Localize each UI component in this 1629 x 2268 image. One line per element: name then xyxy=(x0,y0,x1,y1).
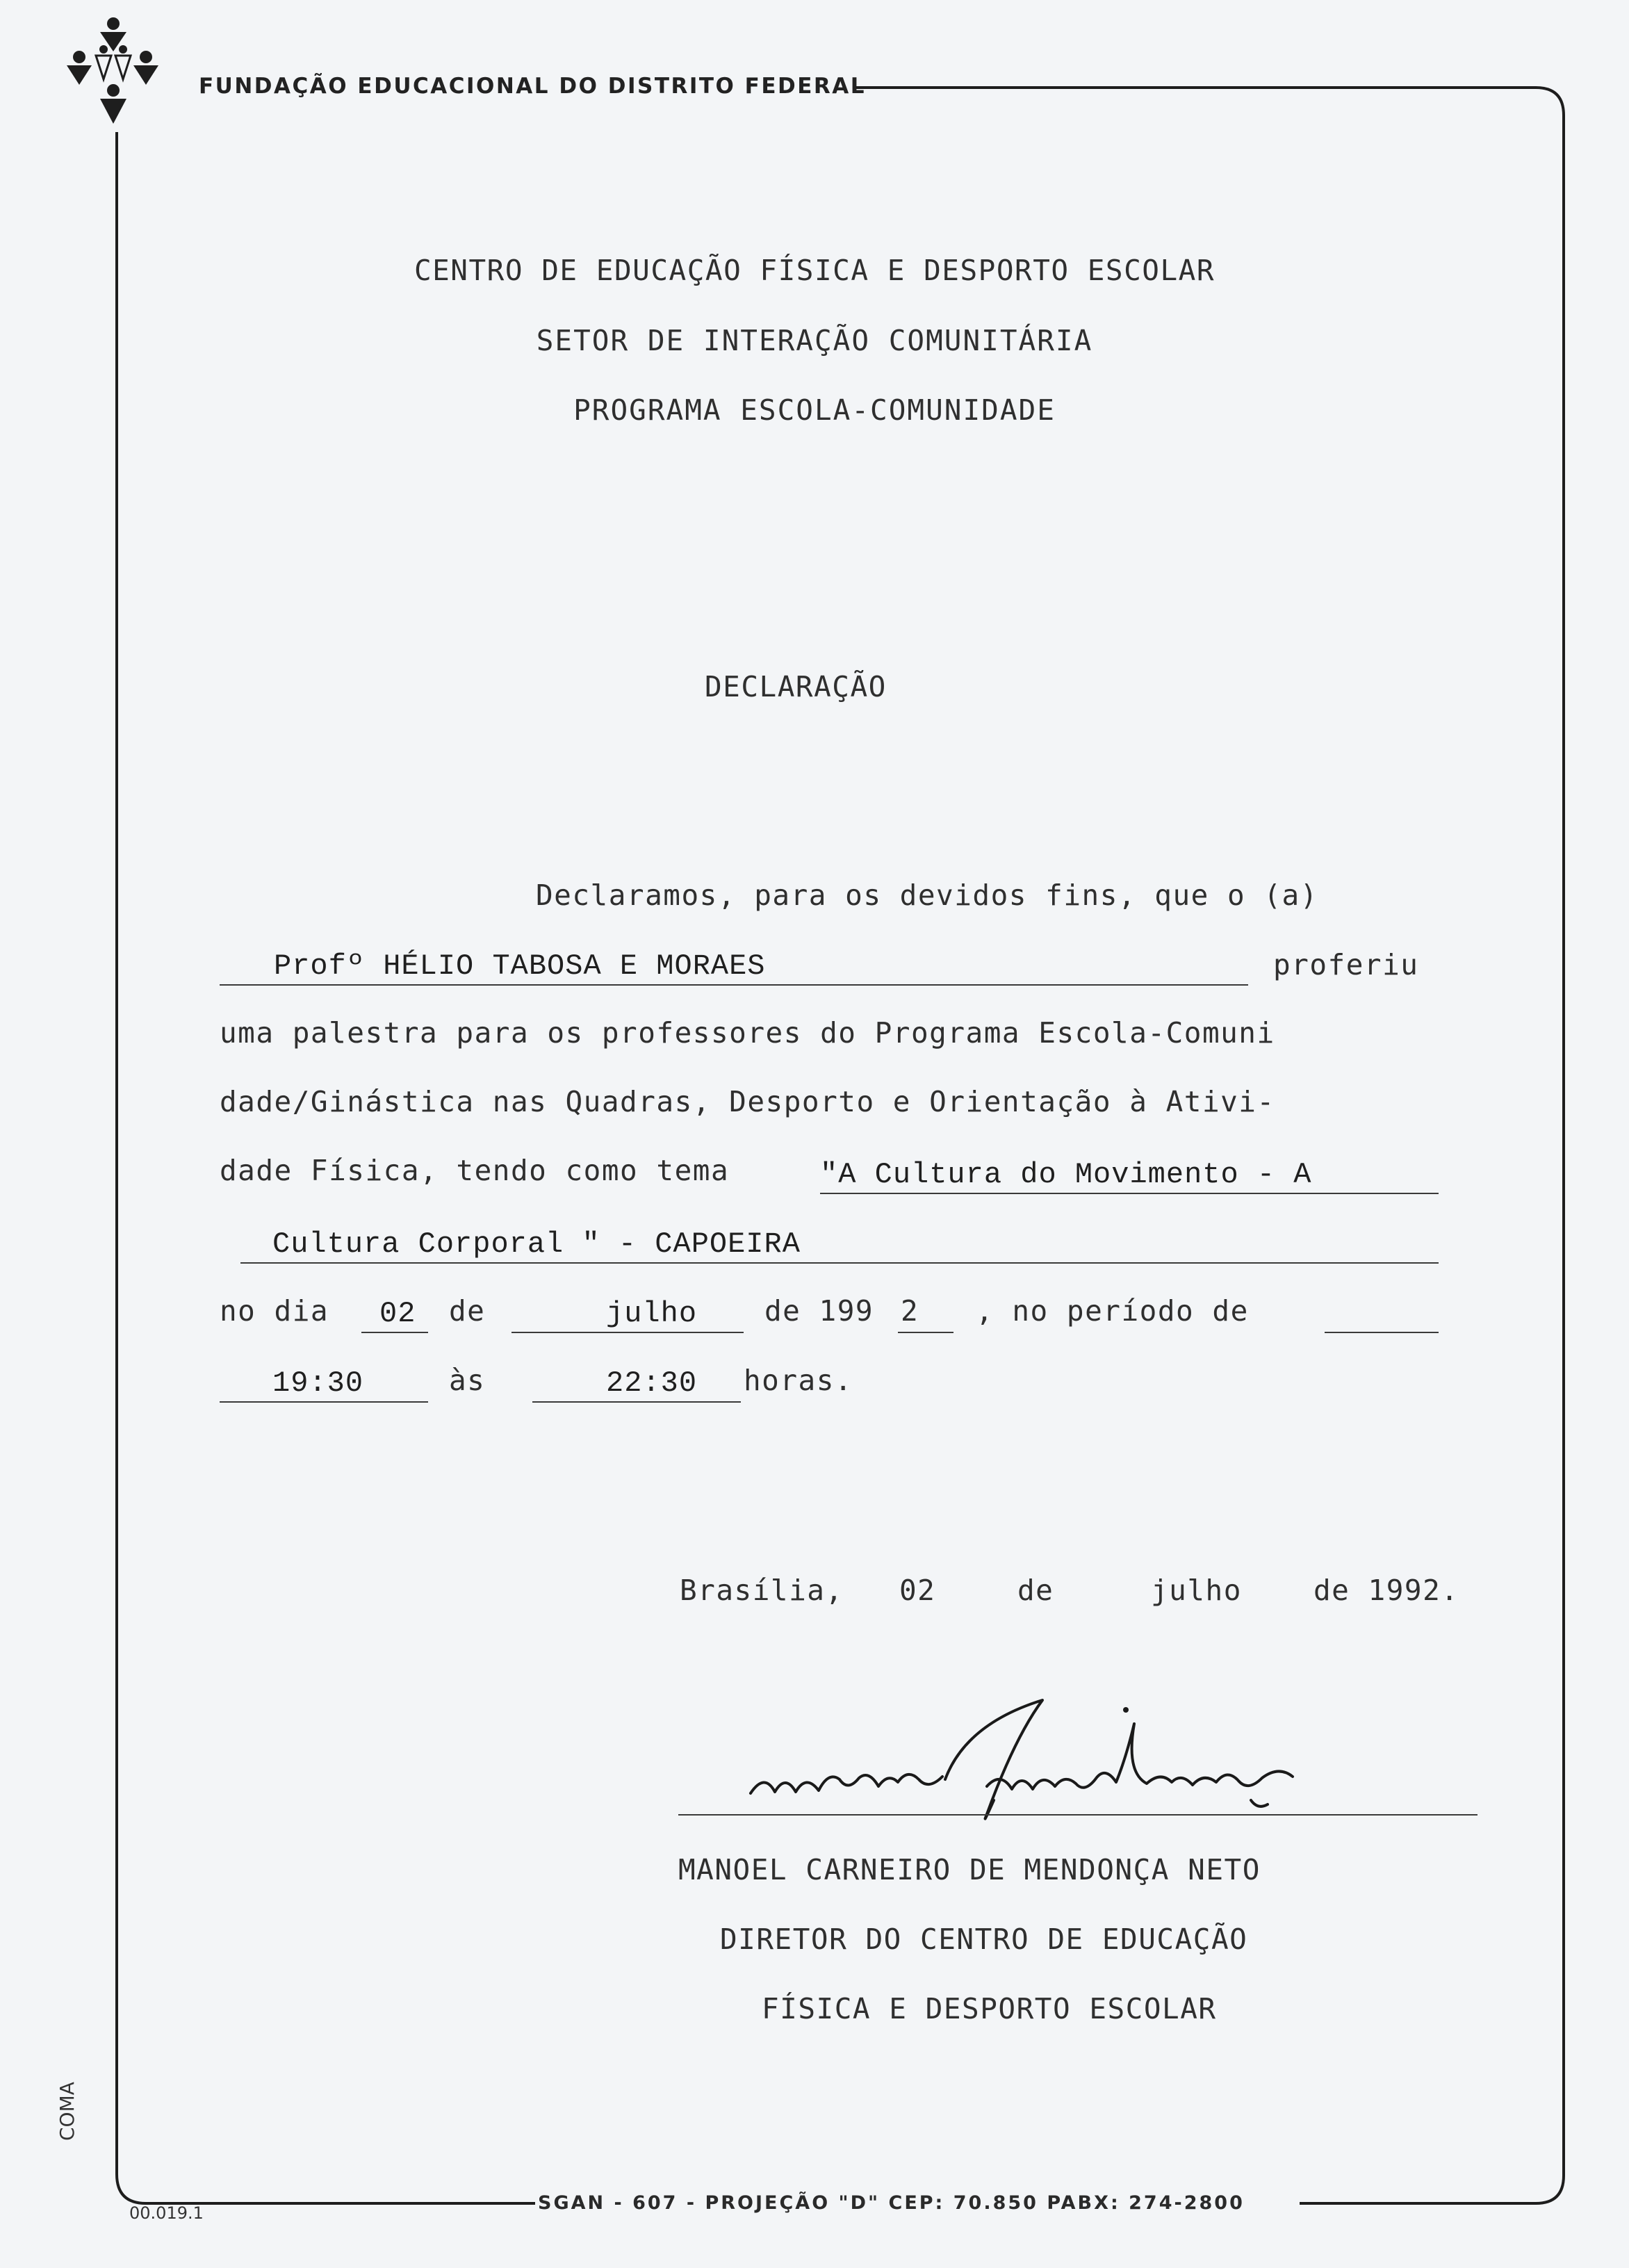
period-underline xyxy=(1325,1332,1439,1333)
theme-underline-2 xyxy=(240,1262,1439,1264)
time-start: 19:30 xyxy=(272,1366,364,1400)
header-line-2: SETOR DE INTERAÇÃO COMUNITÁRIA xyxy=(536,324,1093,357)
declared-name: Profº HÉLIO TABOSA E MORAES xyxy=(274,949,766,983)
closing-day: 02 xyxy=(899,1574,936,1607)
signatory-name: MANOEL CARNEIRO DE MENDONÇA NETO xyxy=(678,1853,1261,1886)
foundation-name: FUNDAÇÃO EDUCACIONAL DO DISTRITO FEDERAL xyxy=(199,74,867,99)
name-underline xyxy=(220,984,1248,986)
time-start-underline xyxy=(220,1401,428,1403)
date-de-1: de xyxy=(449,1294,486,1328)
body-after-name: proferiu xyxy=(1273,948,1419,981)
body-intro: Declaramos, para os devidos fins, que o (a) xyxy=(536,879,1318,912)
closing-month: julho xyxy=(1151,1574,1242,1607)
date-prefix: no dia xyxy=(220,1294,329,1328)
signatory-title-2: FÍSICA E DESPORTO ESCOLAR xyxy=(762,1992,1217,2025)
date-month: julho xyxy=(606,1297,698,1330)
body-line-3: uma palestra para os professores do Programa Escola-Comuni xyxy=(220,1016,1275,1050)
time-as: às xyxy=(449,1364,486,1397)
time-end: 22:30 xyxy=(606,1366,698,1400)
closing-year: de 1992. xyxy=(1313,1574,1459,1607)
theme-part-1: "A Cultura do Movimento - A xyxy=(820,1158,1312,1191)
form-code: 00.019.1 xyxy=(129,2203,204,2223)
signatory-title-1: DIRETOR DO CENTRO DE EDUCAÇÃO xyxy=(720,1923,1248,1956)
margin-side-label: COMA xyxy=(56,2082,79,2141)
day-underline xyxy=(361,1332,428,1333)
header-line-1: CENTRO DE EDUCAÇÃO FÍSICA E DESPORTO ESCOLAR xyxy=(414,254,1215,287)
body-line-5: dade Física, tendo como tema xyxy=(220,1154,730,1187)
time-end-underline xyxy=(532,1401,741,1403)
handwritten-signature xyxy=(737,1696,1376,1821)
time-horas: horas. xyxy=(744,1364,853,1397)
date-year-prefix: de 199 xyxy=(764,1294,874,1328)
document-title: DECLARAÇÃO xyxy=(705,670,887,703)
footer-address: SGAN - 607 - PROJEÇÃO "D" CEP: 70.850 PABX: 274-2800 xyxy=(538,2192,1245,2214)
theme-part-2: Cultura Corporal " - CAPOEIRA xyxy=(272,1227,801,1261)
date-year-digit: 2 xyxy=(901,1294,919,1328)
closing-de: de xyxy=(1017,1574,1054,1607)
month-underline xyxy=(511,1332,744,1333)
header-line-3: PROGRAMA ESCOLA-COMUNIDADE xyxy=(573,393,1056,427)
body-line-4: dade/Ginástica nas Quadras, Desporto e Orientação à Ativi- xyxy=(220,1085,1275,1118)
period-text: , no período de xyxy=(976,1294,1249,1328)
theme-underline-1 xyxy=(820,1193,1439,1194)
closing-city: Brasília, xyxy=(680,1574,844,1607)
signature-line xyxy=(678,1814,1477,1816)
date-day: 02 xyxy=(379,1297,416,1330)
year-underline xyxy=(898,1332,953,1333)
